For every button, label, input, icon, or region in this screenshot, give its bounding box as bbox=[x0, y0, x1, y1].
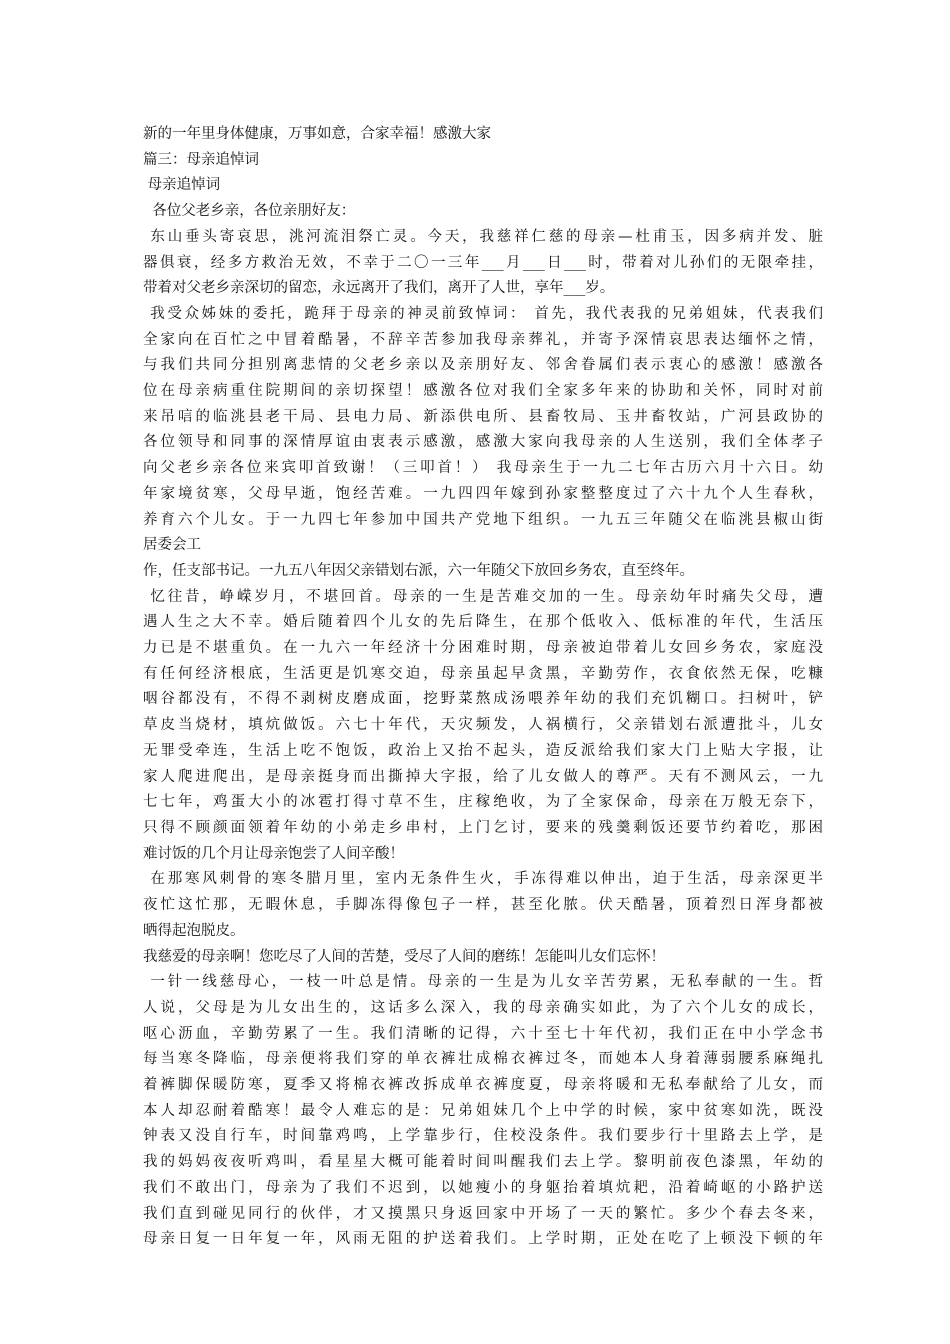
text-line: 全家向在百忙之中冒着酷暑，不辞辛苦参加我母亲葬礼，并寄予深情哀思表达缅怀之情， bbox=[143, 331, 823, 348]
text-line: 我慈爱的母亲啊！您吃尽了人间的苦楚，受尽了人间的磨练！怎能叫儿女们忘怀！ bbox=[143, 948, 665, 965]
text-line: 养育六个儿女。于一九四七年参加中国共产党地下组织。一九五三年随父在临洮县椒山街 bbox=[143, 511, 823, 528]
text-line: 带着对父老乡亲深切的留恋，永远离开了我们，离开了人世，享年___岁。 bbox=[143, 280, 615, 297]
text-line: 向父老乡亲各位来宾叩首致谢！（三叩首！） 我母亲生于一九二七年古历六月十六日。幼 bbox=[143, 460, 823, 477]
text-line: 钟表又没自行车，时间靠鸡鸣，上学靠步行，住校没条件。我们要步行十里路去上学，是 bbox=[143, 1128, 823, 1145]
text-line: 晒得起泡脱皮。 bbox=[143, 922, 245, 939]
text-line: 我受众姊妹的委托，跪拜于母亲的神灵前致悼词： 首先，我代表我的兄弟姐妹，代表我们 bbox=[143, 305, 823, 322]
text-line: 咽谷都没有，不得不剥树皮磨成面，挖野菜熬成汤喂养年幼的我们充饥糊口。扫树叶，铲 bbox=[143, 691, 823, 708]
text-line: 七七年，鸡蛋大小的冰雹打得寸草不生，庄稼绝收，为了全家保命，母亲在万般无奈下， bbox=[143, 794, 823, 811]
text-line: 着裤脚保暖防寒，夏季又将棉衣裤改拆成单衣裤度夏，母亲将暖和无私奉献给了儿女，而 bbox=[143, 1077, 823, 1094]
text-line: 篇三：母亲追悼词 bbox=[143, 151, 259, 168]
text-line: 与我们共同分担别离悲情的父老乡亲以及亲朋好友、邻舍眷属们表示衷心的感激！感激各 bbox=[143, 357, 823, 374]
text-line: 难讨饭的几个月让母亲饱尝了人间辛酸！ bbox=[143, 845, 404, 862]
text-line: 东山垂头寄哀思，洮河流泪祭亡灵。今天，我慈祥仁慈的母亲—杜甫玉，因多病并发、脏 bbox=[143, 228, 823, 245]
text-line: 各位父老乡亲，各位亲朋好友： bbox=[143, 203, 356, 220]
text-line: 各位领导和同事的深情厚谊由衷表示感激，感激大家向我母亲的人生送别，我们全体孝子 bbox=[143, 434, 823, 451]
text-line: 人说，父母是为儿女出生的，这话多么深入，我的母亲确实如此，为了六个儿女的成长， bbox=[143, 999, 823, 1016]
text-line: 母亲追悼词 bbox=[143, 177, 221, 194]
text-line: 器俱衰，经多方救治无效，不幸于二〇一三年___月___日___时，带着对儿孙们的无限牵挂， bbox=[143, 254, 823, 271]
text-line: 年家境贫寒，父母早逝，饱经苦难。一九四四年嫁到孙家整整度过了六十九个人生春秋， bbox=[143, 485, 823, 502]
text-line: 力已是不堪重负。在一九六一年经济十分困难时期，母亲被迫带着儿女回乡务农，家庭没 bbox=[143, 640, 823, 657]
text-line: 在那寒风刺骨的寒冬腊月里，室内无条件生火，手冻得难以伸出，迫于生活，母亲深更半 bbox=[143, 871, 823, 888]
text-line: 每当寒冬降临，母亲便将我们穿的单衣裤壮成棉衣裤过冬，而她本人身着薄弱腰系麻绳扎 bbox=[143, 1051, 823, 1068]
text-line: 一针一线慈母心，一枝一叶总是情。母亲的一生是为儿女辛苦劳累，无私奉献的一生。哲 bbox=[143, 974, 823, 991]
text-line: 夜忙这忙那，无暇休息，手脚冻得像包子一样，甚至化脓。伏天酷暑，顶着烈日浑身都被 bbox=[143, 897, 823, 914]
text-line: 居委会工 bbox=[143, 537, 201, 554]
text-line: 有任何经济根底，生活更是饥寒交迫，母亲虽起早贪黑，辛勤劳作，衣食依然无保，吃糠 bbox=[143, 665, 823, 682]
text-line: 忆往昔，峥嵘岁月，不堪回首。母亲的一生是苦难交加的一生。母亲幼年时痛失父母，遭 bbox=[143, 588, 823, 605]
text-line: 草皮当烧材，填炕做饭。六七十年代，天灾频发，人祸横行，父亲错划右派遭批斗，儿女 bbox=[143, 717, 823, 734]
text-line: 家人爬进爬出，是母亲挺身而出撕掉大字报，给了儿女做人的尊严。天有不测风云，一九 bbox=[143, 768, 823, 785]
text-line: 新的一年里身体健康，万事如意，合家幸福！感激大家 bbox=[143, 126, 491, 142]
text-line: 呕心沥血，辛勤劳累了一生。我们清晰的记得，六十至七十年代初，我们正在中小学念书 bbox=[143, 1025, 823, 1042]
text-line: 母亲日复一日年复一年，风雨无阻的护送着我们。上学时期，正处在吃了上顿没下顿的年 bbox=[143, 1231, 823, 1248]
text-line: 遇人生之大不幸。婚后随着四个儿女的先后降生，在那个低收入、低标准的年代，生活压 bbox=[143, 614, 823, 631]
text-line: 只得不顾颜面领着年幼的小弟走乡串村，上门乞讨，要来的残羹剩饭还要节约着吃，那困 bbox=[143, 819, 823, 836]
text-line: 无罪受牵连，生活上吃不饱饭，政治上又抬不起头，造反派给我们家大门上贴大字报，让 bbox=[143, 742, 823, 759]
text-line: 我的妈妈夜夜听鸡叫，看星星大概可能着时间叫醒我们去上学。黎明前夜色漆黑，年幼的 bbox=[143, 1154, 823, 1171]
text-line: 我们不敢出门，母亲为了我们不迟到，以她瘦小的身躯抬着填炕耙，沿着崎岖的小路护送 bbox=[143, 1179, 823, 1196]
text-line: 来吊唁的临洮县老干局、县电力局、新添供电所、县畜牧局、玉井畜牧站，广河县政协的 bbox=[143, 408, 823, 425]
text-line: 作，任支部书记。一九五八年因父亲错划右派，六一年随父下放回乡务农，直至终年。 bbox=[143, 562, 694, 579]
text-line: 位在母亲病重住院期间的亲切探望！感激各位对我们全家多年来的协助和关怀，同时对前 bbox=[143, 383, 823, 400]
text-line: 本人却忍耐着酷寒！最令人难忘的是：兄弟姐妹几个上中学的时候，家中贫寒如洗，既没 bbox=[143, 1102, 823, 1119]
document-body bbox=[143, 122, 823, 1253]
text-line: 我们直到碰见同行的伙伴，才又摸黑只身返回家中开场了一天的繁忙。多少个春去冬来， bbox=[143, 1205, 823, 1222]
